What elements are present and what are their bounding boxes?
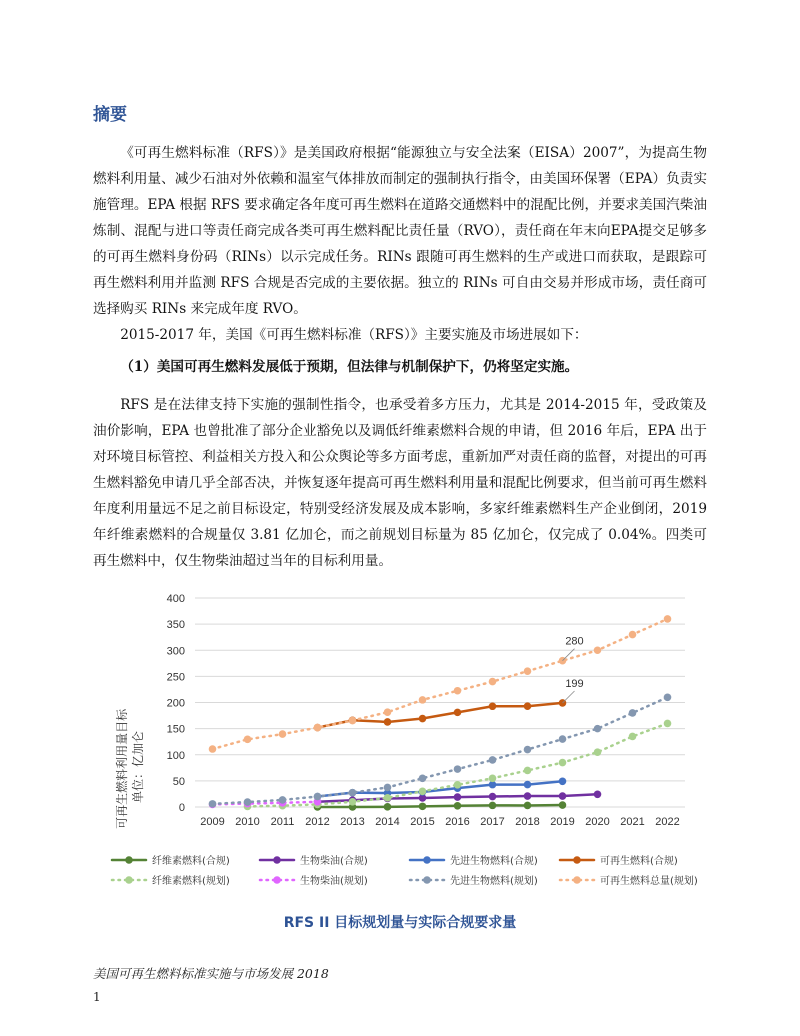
y-tick-label: 150 [166,723,185,736]
x-tick-label: 2013 [340,816,365,828]
chart-x-ticks [200,816,679,828]
series-7-point-2020 [594,646,602,654]
legend-label-6: 先进生物燃料(规划) [450,876,538,887]
series-6-point-2018 [524,746,532,754]
series-6-point-2014 [384,784,392,792]
series-6-point-2017 [489,756,497,764]
series-6-point-2009 [209,800,217,808]
paragraph-point-1: （1）美国可再生燃料发展低于预期，但法律与机制保护下，仍将坚定实施。 [120,359,579,375]
series-6-point-2012 [314,793,322,801]
legend-label-5: 生物柴油(规划) [300,876,368,887]
y-tick-label: 300 [166,645,185,658]
series-2-point-2018 [524,781,532,789]
x-tick-label: 2015 [410,816,435,828]
series-3-point-2018 [524,702,532,710]
figure-caption: RFS II 目标规划量与实际合规要求量 [283,915,517,931]
series-4-point-2015 [419,788,427,796]
series-6-point-2020 [594,725,602,733]
x-tick-label: 2021 [620,816,645,828]
series-4-point-2020 [594,748,602,756]
chart-series [209,615,672,811]
legend-marker-3 [573,856,581,864]
legend-label-1: 生物柴油(合规) [300,856,368,867]
series-1-point-2020 [594,791,602,799]
data-label-280: 280 [565,635,584,648]
chart-y-label-line-2: 单位：亿加仑 [131,730,145,804]
series-0-point-2015 [419,803,427,811]
chart-y-label [114,705,145,829]
series-4-point-2021 [629,733,637,741]
series-6-point-2016 [454,765,462,773]
legend-label-7: 可再生燃料总量(规划) [600,876,698,887]
series-0-point-2014 [384,803,392,811]
chart-annotations [563,636,584,703]
series-7-point-2010 [244,736,252,744]
x-tick-label: 2020 [585,816,610,828]
series-7-point-2022 [664,615,672,623]
series-7-point-2014 [384,708,392,716]
series-4-point-2013 [349,798,357,806]
x-tick-label: 2018 [515,816,540,828]
series-3-point-2017 [489,702,497,710]
series-1-point-2016 [454,793,462,801]
series-7-point-2012 [314,724,322,732]
page-number: 1 [93,990,101,1004]
legend-label-2: 先进生物燃料(合规) [450,856,538,867]
series-4-point-2014 [384,794,392,802]
y-tick-label: 0 [178,802,185,814]
x-tick-label: 2016 [445,816,470,828]
y-tick-label: 100 [166,749,185,762]
x-tick-label: 2019 [550,816,575,828]
paragraph-rfs-intro: 《可再生燃料标准（RFS）》是美国政府根据“能源独立与安全法案（EISA）2007”，为提高生物燃料利用量、减少石油对外依赖和温室气体排放而制定的强制执行指令，由美国环保署（EPA）负责实施管理。EPA 根据 RFS 要求确定各年度可再生燃料在道路交通燃料中的混配比例，并要求美国汽柴油炼制、混配与进口等责任商完成各类可再生燃料配比责任量（RVO），责任商在年末向EPA提交足够多的可再生燃料身份码（RINs）以示完成任务。RINs 跟随可再生燃料的生产或进口而获取，是跟踪可再生燃料利用并监测 RFS 合规是否完成的主要依据。独立的 RINs 可自由交易并形成市场，责任商可选择购买 RINs 来完成年度 RVO。 [93,145,707,317]
y-tick-label: 200 [166,697,185,710]
x-tick-label: 2010 [235,816,260,828]
series-7-point-2015 [419,696,427,704]
series-6-point-2015 [419,774,427,782]
series-0-point-2019 [559,801,567,809]
y-tick-label: 350 [166,619,185,632]
series-6-point-2022 [664,693,672,701]
series-7-point-2018 [524,667,532,675]
series-3-point-2015 [419,715,427,723]
annotation-leader-1 [563,691,575,703]
series-2-point-2019 [559,777,567,785]
x-tick-label: 2011 [270,816,295,828]
series-7-point-2021 [629,631,637,639]
series-0-point-2017 [489,802,497,810]
x-tick-label: 2014 [375,816,400,828]
series-3-point-2016 [454,709,462,717]
chart-legend [112,854,698,887]
y-tick-label: 400 [166,593,185,605]
series-3-point-2014 [384,718,392,726]
legend-marker-5 [273,876,281,884]
chart-gridlines [195,598,685,807]
legend-marker-7 [573,876,581,884]
y-tick-label: 250 [166,671,185,684]
footer-report-title: 美国可再生燃料标准实施与市场发展 2018 [93,966,329,981]
legend-marker-6 [423,876,431,884]
series-6-point-2011 [279,796,287,804]
legend-marker-1 [273,856,281,864]
series-4-point-2016 [454,781,462,789]
paragraph-rfs-detail: RFS 是在法律支持下实施的强制性指令，也承受着多方压力，尤其是 2014-2015 年，受政策及油价影响，EPA 也曾批准了部分企业豁免以及调低纤维素燃料合规的申请，但 2016 年后，EPA 出于对环境目标管控、利益相关方投入和公众舆论等多方面考虑，重新加严对责任商的监督，对提出的可再生燃料豁免申请几乎全部否决，并恢复逐年提高可再生燃料利用量和混配比例要求，但当前可再生燃料年度利用量远不足之前目标设定，特别受经济发展及成本影响，多家纤维素燃料生产企业倒闭，2019 年纤维素燃料的合规量仅 3.81 亿加仑，而之前规划目标量为 85 亿加仑，仅完成了 0.04%。四类可再生燃料中，仅生物柴油超过当年的目标利用量。 [93,397,707,569]
series-7-point-2017 [489,678,497,686]
x-tick-label: 2017 [480,816,505,828]
series-0-point-2016 [454,802,462,810]
rfs-line-chart [90,585,710,900]
series-0-point-2018 [524,802,532,810]
x-tick-label: 2012 [305,816,330,828]
series-1-point-2018 [524,792,532,800]
legend-marker-2 [423,856,431,864]
paragraph-progress-intro: 2015-2017 年，美国《可再生燃料标准（RFS）》主要实施及市场进展如下： [120,327,588,343]
data-label-199: 199 [565,678,584,691]
chart-y-label-line-1: 可再生燃料利用量目标 [115,708,129,829]
legend-label-0: 纤维素燃料(合规) [152,856,230,867]
y-tick-label: 50 [172,775,185,788]
series-7-point-2016 [454,687,462,695]
series-7-point-2009 [209,745,217,753]
series-7-point-2013 [349,717,357,725]
legend-marker-0 [125,856,133,864]
series-4-point-2019 [559,759,567,767]
series-1-point-2017 [489,793,497,801]
series-1-point-2019 [559,792,567,800]
series-4-point-2018 [524,767,532,775]
series-6-point-2021 [629,709,637,717]
legend-marker-4 [125,876,133,884]
abstract-heading: 摘要 [93,105,127,125]
series-6-point-2010 [244,798,252,806]
legend-label-3: 可再生燃料(合规) [600,856,678,867]
series-4-point-2022 [664,720,672,728]
series-6-point-2019 [559,735,567,743]
legend-label-4: 纤维素燃料(规划) [152,876,230,887]
series-7-point-2011 [279,730,287,738]
series-6-point-2013 [349,789,357,797]
series-4-point-2017 [489,774,497,782]
x-tick-label: 2022 [655,816,680,828]
chart-y-ticks [167,593,185,814]
x-tick-label: 2009 [200,816,225,828]
